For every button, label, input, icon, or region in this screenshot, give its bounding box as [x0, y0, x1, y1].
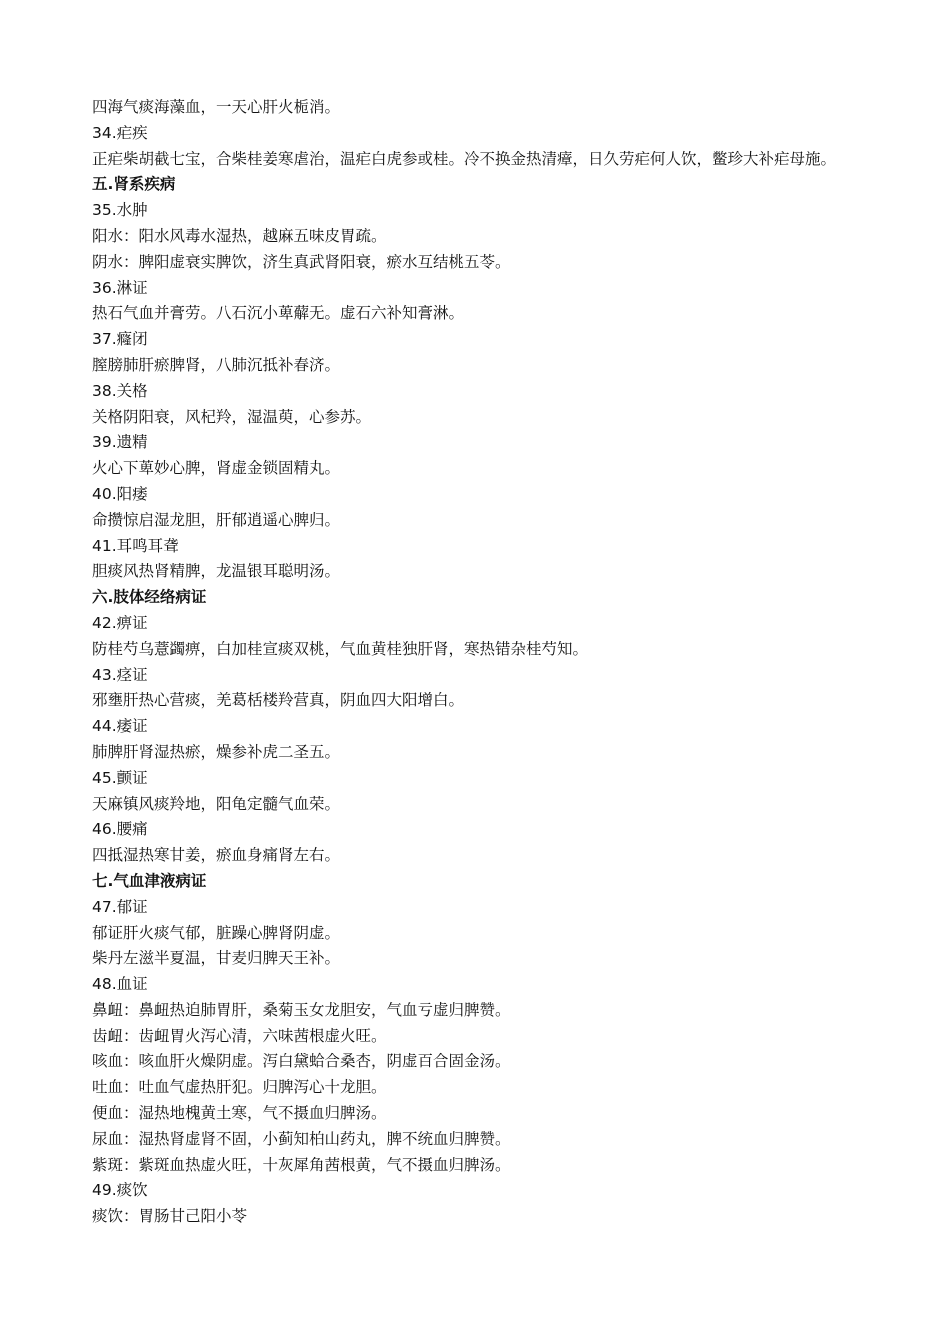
text-line: 肺脾肝肾湿热瘀，燥参补虎二圣五。: [92, 742, 341, 761]
item-heading: 36.淋证: [92, 278, 148, 297]
text-line: 命攒惊启湿龙胆，肝郁逍遥心脾归。: [92, 510, 341, 529]
item-heading: 41.耳鸣耳聋: [92, 536, 179, 555]
item-heading: 46.腰痛: [92, 820, 148, 839]
item-heading: 35.水肿: [92, 201, 148, 220]
text-line: 四抵湿热寒甘姜，瘀血身痛肾左右。: [92, 846, 341, 865]
text-line: 四海气痰海藻血，一天心肝火栀消。: [92, 98, 341, 116]
text-line: 咳血：咳血肝火燥阴虚。泻白黛蛤合桑杏，阴虚百合固金汤。: [92, 1052, 511, 1071]
document-page: [92, 95, 862, 1230]
section-heading: 六.肢体经络病证: [92, 588, 207, 607]
text-line: 胆痰风热肾精脾，龙温银耳聪明汤。: [92, 562, 341, 581]
item-heading: 44.痿证: [92, 717, 148, 736]
text-line: 火心下萆妙心脾，肾虚金锁固精丸。: [92, 459, 341, 478]
text-line: 阳水：阳水风毒水湿热，越麻五味皮胃疏。: [92, 226, 387, 245]
item-heading: 39.遗精: [92, 433, 148, 452]
text-line: 鼻衄：鼻衄热迫肺胃肝，桑菊玉女龙胆安，气血亏虚归脾赞。: [92, 1000, 511, 1019]
section-heading: 五.肾系疾病: [92, 175, 176, 194]
text-line: 柴丹左滋半夏温，甘麦归脾天王补。: [92, 949, 341, 968]
item-heading: 48.血证: [92, 975, 148, 994]
text-line: 正疟柴胡截七宝，合柴桂姜寒虐治，温疟白虎参或桂。冷不换金热清瘴，日久劳疟何人饮，鳖珍大补疟母施。: [92, 149, 837, 168]
text-line: 齿衄：齿衄胃火泻心清，六味茜根虚火旺。: [92, 1026, 387, 1045]
text-line: 邪壅肝热心营痰，羌葛栝楼羚营真，阴血四大阳增白。: [92, 691, 465, 710]
section-heading: 七.气血津液病证: [92, 871, 207, 890]
text-line: 郁证肝火痰气郁，脏躁心脾肾阴虚。: [92, 923, 341, 942]
text-line: 吐血：吐血气虚热肝犯。归脾泻心十龙胆。: [92, 1078, 387, 1097]
item-heading: 40.阳痿: [92, 484, 148, 503]
text-line: 便血：湿热地槐黄土寒，气不摄血归脾汤。: [92, 1104, 387, 1123]
text-line: 阴水：脾阳虚衰实脾饮，济生真武肾阳衰，瘀水互结桃五苓。: [92, 252, 511, 271]
item-heading: 43.痉证: [92, 665, 148, 684]
item-heading: 37.癃闭: [92, 330, 148, 349]
item-heading: 34.疟疾: [92, 123, 148, 142]
item-heading: 47.郁证: [92, 897, 148, 916]
item-heading: 45.颤证: [92, 768, 148, 787]
text-line: 热石气血并膏劳。八石沉小萆薢无。虚石六补知膏淋。: [92, 304, 465, 323]
text-line: 天麻镇风痰羚地，阳龟定髓气血荣。: [92, 794, 341, 813]
item-heading: 42.痹证: [92, 613, 148, 632]
text-line: 紫斑：紫斑血热虚火旺，十灰犀角茜根黄，气不摄血归脾汤。: [92, 1155, 511, 1174]
item-heading: 49.痰饮: [92, 1181, 148, 1200]
text-line: 尿血：湿热肾虚肾不固，小蓟知柏山药丸，脾不统血归脾赞。: [92, 1129, 511, 1148]
text-line: 防桂芍乌薏蠲痹，白加桂宣痰双桃，气血黄桂独肝肾，寒热错杂桂芍知。: [92, 639, 589, 658]
text-line: 膣膀肺肝瘀脾肾，八肺沉抵补春济。: [92, 355, 341, 374]
text-line: 关格阴阳衰，风杞羚，湿温萸，心参苏。: [92, 407, 372, 426]
item-heading: 38.关格: [92, 381, 148, 400]
text-line: 痰饮：胃肠甘己阳小苓: [92, 1207, 248, 1226]
